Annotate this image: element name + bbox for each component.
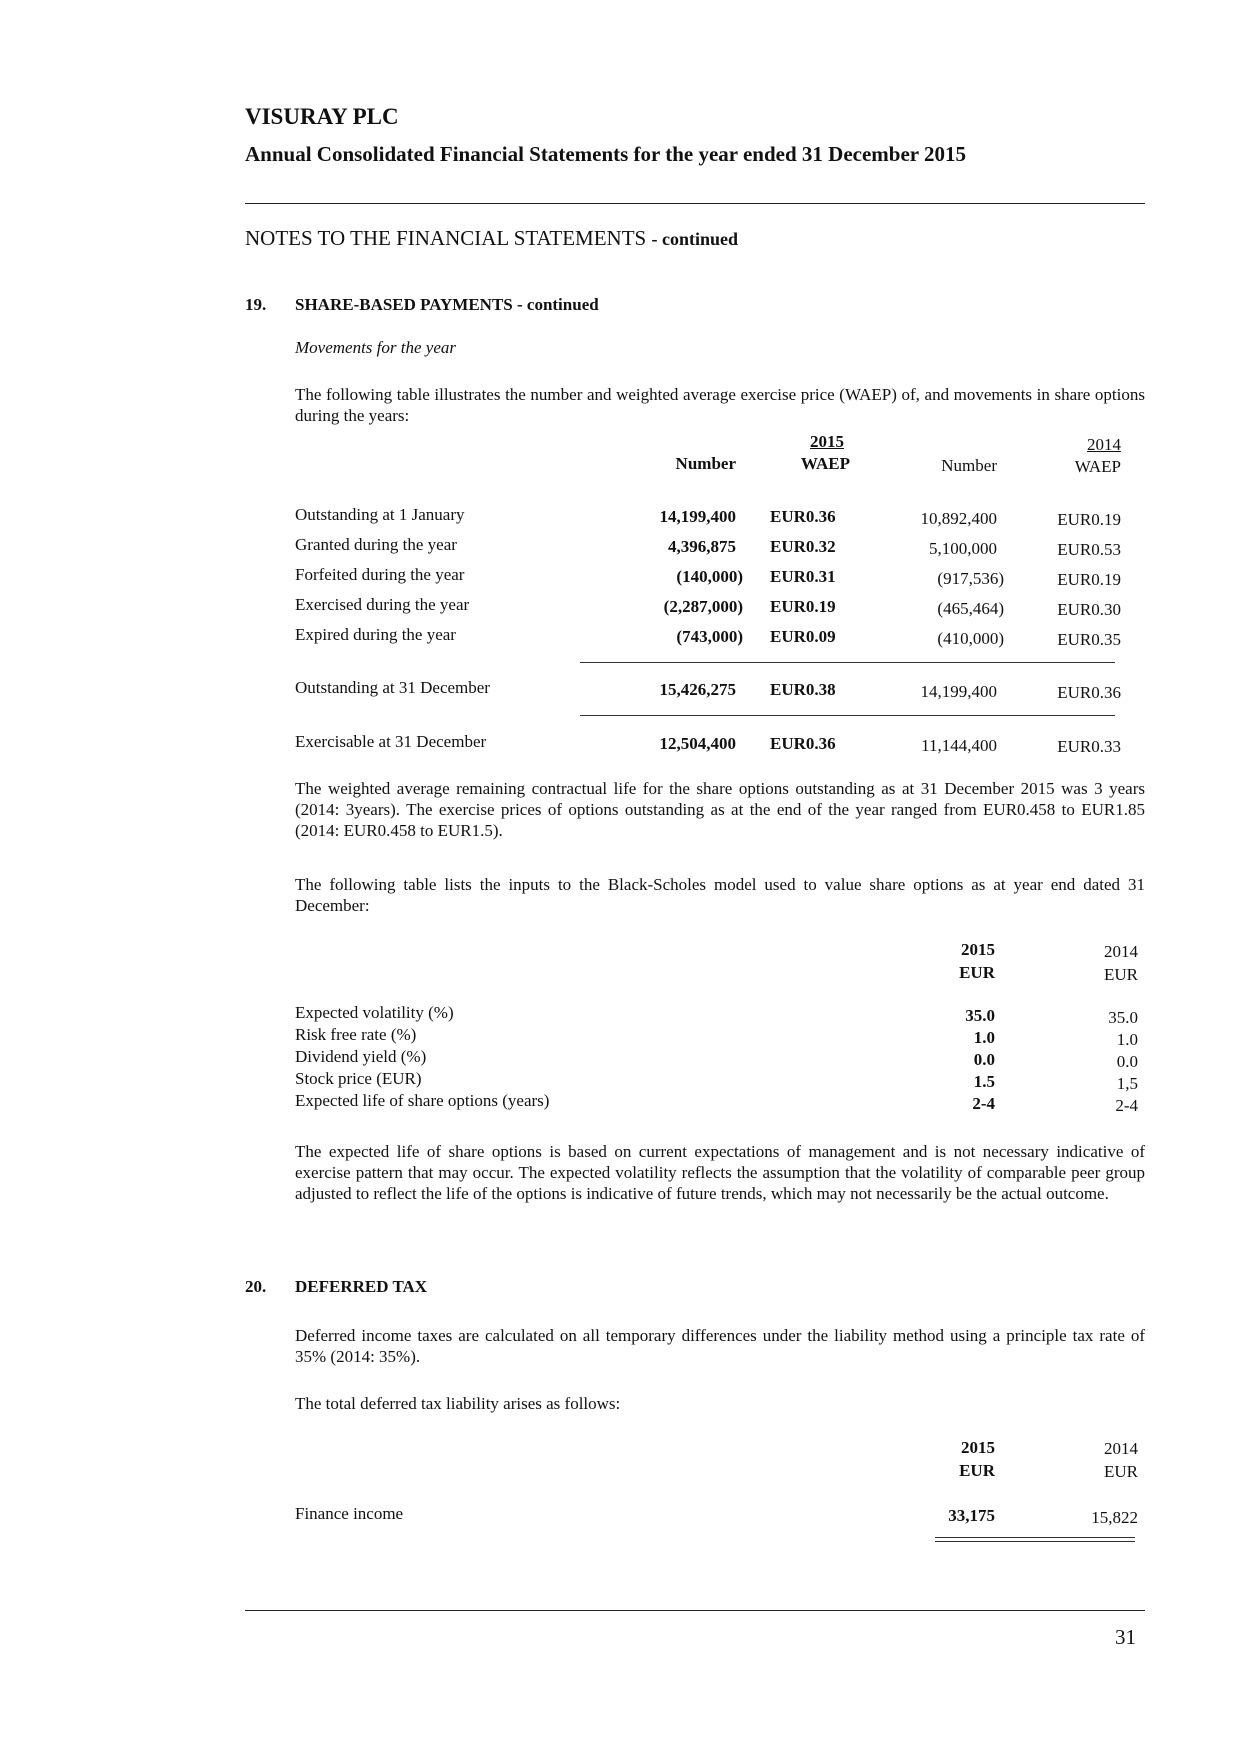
exercisable-number-2015: 12,504,400 [659,734,736,753]
bs-row-label: Risk free rate (%) [295,1025,417,1044]
intro-paragraph: The following table illustrates the number and weighted average exercise price (WAEP) of, and movements in share options during the years: [295,385,1145,425]
deferred-liability-paragraph: The total deferred tax liability arises as follows: [295,1394,621,1413]
section-19-title: SHARE-BASED PAYMENTS - continued [295,295,599,314]
row-waep-2015: EUR0.31 [770,567,836,586]
bs-value-2015: 35.0 [965,1006,995,1025]
row-number-2014: (917,536) [937,569,1004,588]
bs-header-2014: 2014 [1104,942,1138,961]
section-20-number: 20. [245,1277,267,1296]
dt-currency-2014: EUR [1104,1462,1138,1481]
bs-value-2015: 2-4 [972,1094,995,1113]
bs-currency-2015: EUR [959,963,995,982]
outstanding-number-2015: 15,426,275 [659,680,736,699]
bs-header-2015: 2015 [961,940,995,959]
row-waep-2014: EUR0.35 [1057,630,1121,649]
bs-value-2015: 0.0 [973,1050,995,1069]
bs-row-label: Stock price (EUR) [295,1069,422,1088]
row-waep-2015: EUR0.36 [770,507,836,526]
bs-value-2014: 0.0 [1116,1052,1138,1071]
double-underline-bottom [935,1541,1135,1542]
bs-value-2014: 35.0 [1108,1008,1138,1027]
row-label: Forfeited during the year [295,565,465,584]
col-waep-2014: WAEP [1074,457,1121,476]
outstanding-label: Outstanding at 31 December [295,678,490,697]
row-number-2015: 14,199,400 [659,507,736,526]
subtotal-rule [580,662,1115,663]
notes-heading: NOTES TO THE FINANCIAL STATEMENTS - continued [245,226,738,250]
total-rule [580,715,1115,716]
section-19-number: 19. [245,295,267,314]
outstanding-waep-2015: EUR0.38 [770,680,836,699]
report-subtitle: Annual Consolidated Financial Statements for the year ended 31 December 2015 [245,142,966,166]
row-number-2015: (743,000) [676,627,743,646]
row-number-2014: 5,100,000 [929,539,997,558]
row-label: Exercised during the year [295,595,470,614]
dt-header-2015: 2015 [961,1438,995,1457]
row-waep-2014: EUR0.19 [1057,570,1121,589]
exercisable-number-2014: 11,144,400 [921,736,997,755]
col-number-2014: Number [941,456,997,475]
row-number-2015: 4,396,875 [668,537,736,556]
row-waep-2014: EUR0.30 [1057,600,1121,619]
row-label: Outstanding at 1 January [295,505,465,524]
bs-value-2014: 2-4 [1115,1096,1138,1115]
contractual-life-paragraph: The weighted average remaining contractual life for the share options outstanding as at 31 December 2015 was 3 years (2014: 3years). The exercise prices of options outstanding as at the end of the year ranged from EUR0.458 to EUR1.85 (2014: EUR0.458 to EUR1.5). [295,779,1145,840]
footer-divider [245,1610,1145,1611]
row-number-2015: (140,000) [676,567,743,586]
col-waep-2015: WAEP [800,454,850,473]
page-number: 31 [1115,1625,1136,1649]
row-number-2015: (2,287,000) [663,597,743,616]
row-label: Granted during the year [295,535,457,554]
outstanding-number-2014: 14,199,400 [920,682,997,701]
bs-value-2015: 1.5 [973,1072,995,1091]
bs-value-2014: 1.0 [1116,1030,1138,1049]
finance-income-2014: 15,822 [1091,1508,1138,1527]
dt-header-2014: 2014 [1104,1439,1138,1458]
bs-value-2014: 1,5 [1116,1074,1138,1093]
movements-subheading: Movements for the year [295,338,456,357]
row-number-2014: (410,000) [937,629,1004,648]
section-20-title: DEFERRED TAX [295,1277,428,1296]
exercisable-waep-2015: EUR0.36 [770,734,836,753]
black-scholes-paragraph: The following table lists the inputs to the Black-Scholes model used to value share options as at year end dated 31 December: [295,875,1145,915]
bs-row-label: Dividend yield (%) [295,1047,427,1066]
bs-row-label: Expected life of share options (years) [295,1091,550,1110]
outstanding-waep-2014: EUR0.36 [1057,683,1121,702]
bs-row-label: Expected volatility (%) [295,1003,454,1022]
row-waep-2015: EUR0.09 [770,627,836,646]
row-waep-2015: EUR0.32 [770,537,836,556]
header-year-2015: 2015 [810,432,844,451]
bs-currency-2014: EUR [1104,965,1138,984]
row-waep-2014: EUR0.19 [1057,510,1121,529]
expected-life-paragraph: The expected life of share options is based on current expectations of management and is not necessary indicative of exercise pattern that may occur. The expected volatility reflects the assumption that the volatility of comparable peer group adjusted to reflect the life of the options is indicative of future trends, which may not necessarily be the actual outcome. [295,1142,1145,1203]
row-number-2014: (465,464) [937,599,1004,618]
row-number-2014: 10,892,400 [920,509,997,528]
row-label: Expired during the year [295,625,456,644]
bs-value-2015: 1.0 [973,1028,995,1047]
dt-currency-2015: EUR [959,1461,995,1480]
deferred-tax-paragraph: Deferred income taxes are calculated on all temporary differences under the liability method using a principle tax rate of 35% (2014: 35%). [295,1326,1145,1366]
double-underline-top [935,1537,1135,1538]
col-number-2015: Number [675,454,736,473]
header-year-2014: 2014 [1087,435,1121,454]
header-divider [245,203,1145,204]
finance-income-label: Finance income [295,1504,404,1523]
exercisable-label: Exercisable at 31 December [295,732,487,751]
company-name: VISURAY PLC [245,104,399,129]
row-waep-2015: EUR0.19 [770,597,836,616]
row-waep-2014: EUR0.53 [1057,540,1121,559]
finance-income-2015: 33,175 [948,1506,995,1525]
exercisable-waep-2014: EUR0.33 [1057,737,1121,756]
